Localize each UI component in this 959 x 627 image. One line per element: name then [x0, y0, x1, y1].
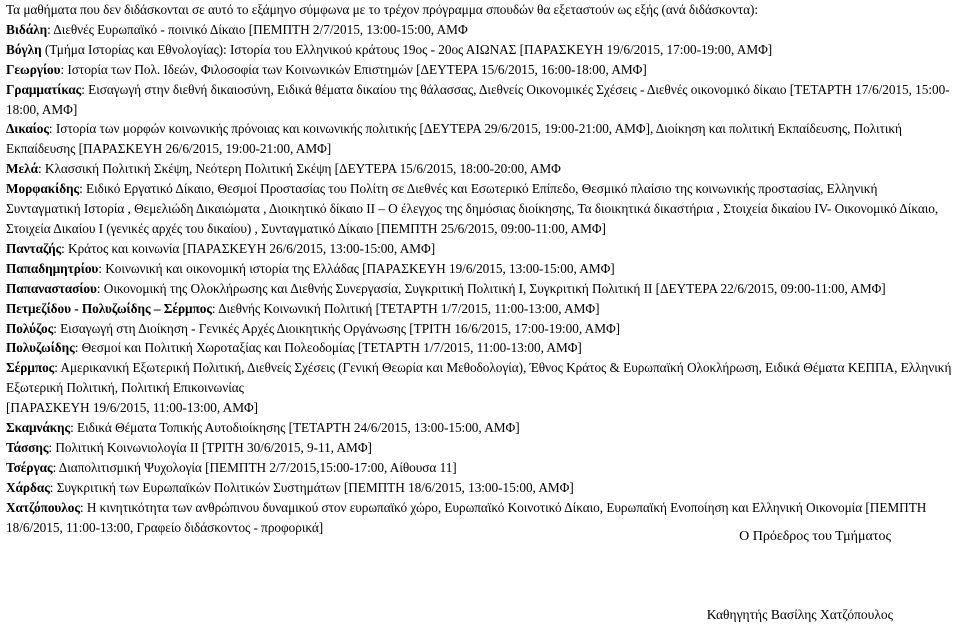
course-details: : Οικονομική της Ολοκλήρωσης και Διεθνής Συνεργασία, Συγκριτική Πολιτική Ι, Συγκριτική Πολιτική ΙΙ [ΔΕΥΤΕΡΑ 22/6/2015, 09:00-11:00, ΑΜΦ] [96, 280, 886, 296]
instructor-name: Πολύζος [6, 320, 54, 336]
course-details: : Ιστορία των Πολ. Ιδεών, Φιλοσοφία των Κοινωνικών Επιστημών [ΔΕΥΤΕΡΑ 15/6/2015, 16:00-18:00, ΑΜΦ] [60, 61, 647, 77]
course-details: : Κλασσική Πολιτική Σκέψη, Νεότερη Πολιτική Σκέψη [ΔΕΥΤΕΡΑ 15/6/2015, 18:00-20:00, ΑΜΦ [37, 161, 561, 177]
instructor-name: Μελά [6, 161, 38, 177]
signature-title: Ο Πρόεδρος του Τμήματος [739, 529, 891, 544]
schedule-entry [6, 458, 953, 478]
course-details: : Θεσμοί και Πολιτική Χωροταξίας και Πολεοδομίας [ΤΕΤΑΡΤΗ 1/7/2015, 11:00-13:00, ΑΜΦ] [74, 340, 582, 356]
instructor-name: Βόγλη [6, 41, 42, 57]
instructor-name: Πανταζής [6, 240, 62, 256]
instructor-name: Γεωργίου [6, 61, 61, 77]
course-details: : Ειδικό Εργατικό Δίκαιο, Θεσμοί Προστασίας του Πολίτη σε Διεθνές και Εσωτερικό Επίπεδο, Θεσμικό πλαίσιο της κοινωνικής προστασίας, Ελληνική Συνταγματική Ιστορία , Θεμελιώδη Δικαιώματα , Διοικητικό δίκαιο ΙΙ – Ο έλεγχος της δημόσιας διοίκησης, Τα διοικητικά δικαστήρια , Στοιχεία δικαίου ΙV- Οικονομικό Δίκαιο, Στοιχεία Δικαίου Ι (γενικές αρχές του δικαίου) , Συνταγματικό Δίκαιο [ΠΕΜΠΤΗ 25/6/2015, 09:00-11:00, ΑΜΦ] [6, 181, 939, 236]
course-details: : Ειδικά Θέματα Τοπικής Αυτοδιοίκησης [ΤΕΤΑΡΤΗ 24/6/2015, 13:00-15:00, ΑΜΦ] [70, 420, 520, 436]
instructor-name: Χατζόπουλος [6, 499, 80, 515]
schedule-entry [6, 80, 953, 120]
schedule-entry [6, 418, 953, 438]
instructor-name: Γραμματίκας [6, 81, 82, 97]
course-details: (Τμήμα Ιστορίας και Εθνολογίας): Ιστορία του Ελληνικού κράτους 19ος - 20ος ΑΙΩΝΑΣ [ΠΑΡΑΣΚΕΥΗ 19/6/2015, 17:00-19:00, ΑΜΦ] [41, 41, 773, 57]
course-details: [ΠΑΡΑΣΚΕΥΗ 19/6/2015, 11:00-13:00, ΑΜΦ] [6, 400, 259, 416]
course-details: : Ιστορία των μορφών κοινωνικής πρόνοιας και κοινωνικής πολιτικής [ΔΕΥΤΕΡΑ 29/6/2015, 19:00-21:00, ΑΜΦ], Διοίκηση και πολιτική Εκπαίδευσης, Πολιτική Εκπαίδευσης [ΠΑΡΑΣΚΕΥΗ 26/6/2015, 19:00-21:00, ΑΜΦ] [6, 121, 902, 157]
course-details: : Η κινητικότητα των ανθρώπινου δυναμικού στον ευρωπαϊκό χώρο, Ευρωπαϊκό Κοινοτικό Δίκαιο, Ευρωπαϊκή Ενοποίηση και Ελληνική Οικονομία [ΠΕΜΠΤΗ 18/6/2015, 11:00-13:00, Γραφείο διδάσκοντος - προφορικά] [6, 499, 927, 535]
course-details: : Αμερικανική Εξωτερική Πολιτική, Διεθνείς Σχέσεις (Γενική Θεωρία και Μεθοδολογία), Έθνος Κράτος & Ευρωπαϊκή Ολοκλήρωση, Ειδικά Θέματα ΚΕΠΠΑ, Ελληνική Εξωτερική Πολιτική, Πολιτική Επικοινωνίας [6, 360, 952, 396]
instructor-name: Πετμεζίδου - Πολυζωίδης – Σέρμπος [6, 300, 212, 316]
instructor-name: Βιδάλη [6, 21, 48, 37]
signature-name: Καθηγητής Βασίλης Χατζόπουλος [706, 607, 893, 622]
instructor-name: Τάσσης [6, 439, 49, 455]
schedule-entry [6, 478, 953, 498]
course-details: : Πολιτική Κοινωνιολογία ΙΙ [ΤΡΙΤΗ 30/6/2015, 9-11, ΑΜΦ] [48, 439, 372, 455]
schedule-entry [6, 259, 953, 279]
schedule-entry [6, 338, 953, 358]
course-details: : Κοινωνική και οικονομική ιστορία της Ελλάδας [ΠΑΡΑΣΚΕΥΗ 19/6/2015, 13:00-15:00, ΑΜΦ] [98, 260, 615, 276]
instructor-name: Δικαίος [6, 121, 49, 137]
instructor-name: Πολυζωίδης [6, 340, 75, 356]
instructor-name: Σκαμνάκης [6, 420, 71, 436]
schedule-entry [6, 159, 953, 179]
course-details: : Διαπολιτισμική Ψυχολογία [ΠΕΜΠΤΗ 2/7/2015,15:00-17:00, Αίθουσα 11] [52, 459, 457, 475]
schedule-entry [6, 179, 953, 239]
instructor-name: Σέρμπος [6, 360, 55, 376]
schedule-entry [6, 358, 953, 398]
course-details: : Εισαγωγή στη Διοίκηση - Γενικές Αρχές Διοικητικής Οργάνωσης [ΤΡΙΤΗ 16/6/2015, 17:00-19:00, ΑΜΦ] [53, 320, 621, 336]
instructor-name: Χάρδας [6, 479, 50, 495]
course-details: : Εισαγωγή στην διεθνή δικαιοσύνη, Ειδικά θέματα δικαίου της θάλασσας, Διεθνείς Οικονομικές Σχέσεις - Διεθνές οικονομικό δίκαιο [ΤΕΤΑΡΤΗ 17/6/2015, 15:00-18:00, ΑΜΦ] [6, 81, 950, 117]
course-details: : Κράτος και κοινωνία [ΠΑΡΑΣΚΕΥΗ 26/6/2015, 13:00-15:00, ΑΜΦ] [61, 240, 436, 256]
schedule-entry [6, 299, 953, 319]
course-details: : Διεθνής Κοινωνική Πολιτική [ΤΕΤΑΡΤΗ 1/7/2015, 11:00-13:00, ΑΜΦ] [211, 300, 600, 316]
schedule-entry [6, 60, 953, 80]
exam-schedule [6, 0, 953, 537]
schedule-entry [6, 239, 953, 259]
schedule-entry [6, 20, 953, 40]
schedule-entry [6, 119, 953, 159]
schedule-entry [6, 279, 953, 299]
instructor-name: Μορφακίδης [6, 181, 80, 197]
instructor-name: Τσέργας [6, 459, 53, 475]
intro-paragraph: Τα μαθήματα που δεν διδάσκονται σε αυτό το εξάμηνο σύμφωνα με το τρέχον πρόγραμμα σπουδών θα εξεταστούν ως εξής (ανά διδάσκοντα): [6, 2, 759, 17]
schedule-entry [6, 398, 953, 418]
course-details: : Διεθνές Ευρωπαϊκό - ποινικό Δίκαιο [ΠΕΜΠΤΗ 2/7/2015, 13:00-15:00, ΑΜΦ [47, 21, 468, 37]
schedule-entry [6, 40, 953, 60]
schedule-entry [6, 438, 953, 458]
instructor-name: Παπαδημητρίου [6, 260, 99, 276]
entries-list [6, 20, 953, 538]
schedule-entry [6, 319, 953, 339]
instructor-name: Παπαναστασίου [6, 280, 97, 296]
course-details: : Συγκριτική των Ευρωπαϊκών Πολιτικών Συστημάτων [ΠΕΜΠΤΗ 18/6/2015, 13:00-15:00, ΑΜΦ] [49, 479, 574, 495]
